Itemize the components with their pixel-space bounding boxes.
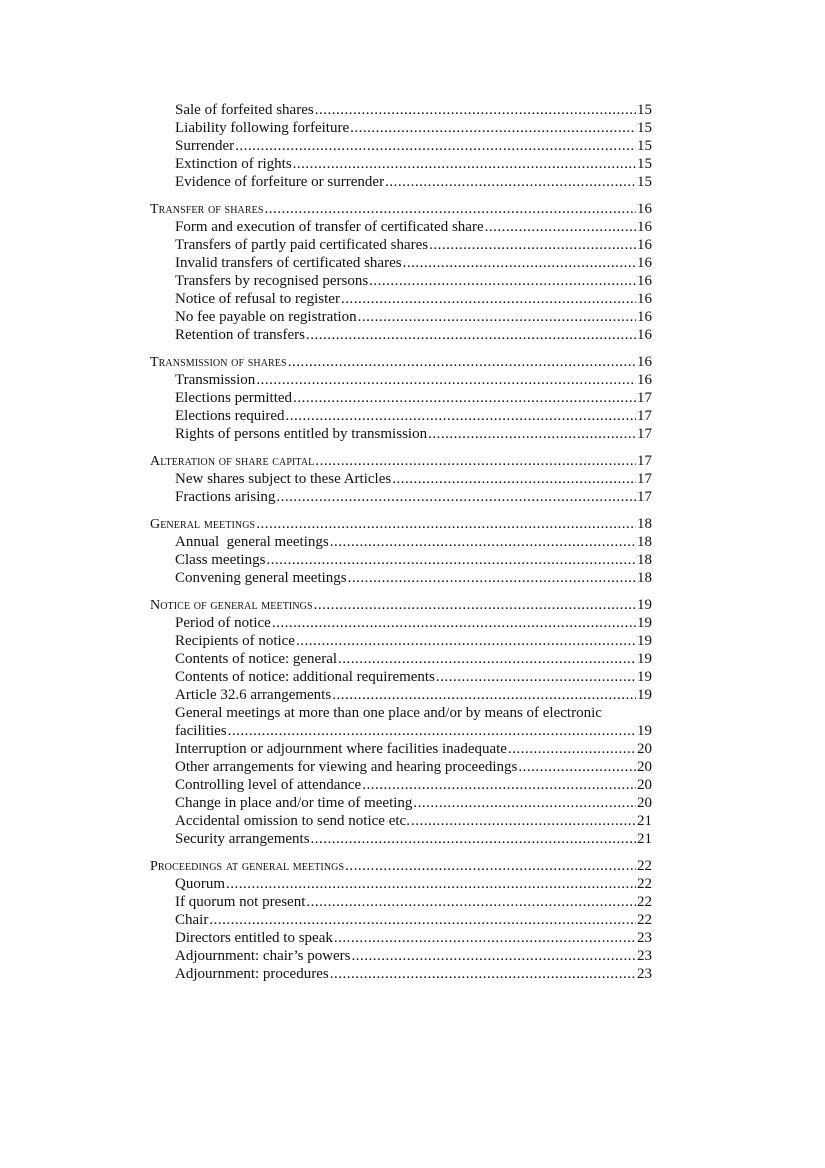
- toc-heading[interactable]: [150, 452, 652, 470]
- toc-entry-label: Transfers of partly paid certificated shares: [175, 237, 429, 253]
- toc-heading-page: 18: [637, 516, 652, 532]
- toc-entry[interactable]: [150, 947, 652, 965]
- toc-entry-page: 16: [637, 219, 652, 235]
- toc-heading-page: 17: [637, 453, 652, 469]
- toc-entry[interactable]: [150, 137, 652, 155]
- toc-entry[interactable]: [150, 488, 652, 506]
- toc-entry-page: 17: [637, 426, 652, 442]
- toc-entry-label: Form and execution of transfer of certificated share: [175, 219, 484, 235]
- toc-heading-page: 22: [637, 858, 652, 874]
- toc-entry-page: 19: [637, 615, 652, 631]
- toc-entry-label: Change in place and/or time of meeting: [175, 795, 413, 811]
- toc-entry-label: Accidental omission to send notice etc.: [175, 813, 410, 829]
- toc-heading-page: 19: [637, 597, 652, 613]
- toc-entry-label: Directors entitled to speak: [175, 930, 333, 946]
- toc-entry-label: No fee payable on registration: [175, 309, 357, 325]
- toc-entry[interactable]: [150, 155, 652, 173]
- toc-heading[interactable]: [150, 857, 652, 875]
- toc-entry[interactable]: [150, 236, 652, 254]
- toc-entry[interactable]: [150, 704, 652, 740]
- toc-entry-page: 19: [637, 669, 652, 685]
- toc-entry-page: 22: [637, 912, 652, 928]
- toc-heading-label: Transfer of shares: [150, 202, 264, 217]
- toc-heading[interactable]: [150, 596, 652, 614]
- toc-entry[interactable]: [150, 308, 652, 326]
- toc-entry-page: 19: [637, 723, 652, 739]
- toc-entry-label: Convening general meetings: [175, 570, 347, 586]
- toc-heading-label: Proceedings at general meetings: [150, 859, 345, 874]
- toc-entry[interactable]: [150, 929, 652, 947]
- toc-heading-label: General meetings: [150, 517, 256, 532]
- toc-entry-page: 17: [637, 471, 652, 487]
- toc-heading[interactable]: [150, 515, 652, 533]
- toc-entry[interactable]: [150, 830, 652, 848]
- toc-entry[interactable]: [150, 218, 652, 236]
- table-of-contents: [150, 101, 652, 992]
- toc-entry-page: 23: [637, 948, 652, 964]
- toc-entry[interactable]: [150, 371, 652, 389]
- toc-entry[interactable]: [150, 614, 652, 632]
- toc-entry[interactable]: [150, 326, 652, 344]
- toc-entry[interactable]: [150, 668, 652, 686]
- toc-entry-label: Adjournment: procedures: [175, 966, 329, 982]
- toc-entry-label: Other arrangements for viewing and hearing proceedings: [175, 759, 518, 775]
- toc-entry[interactable]: [150, 776, 652, 794]
- toc-entry-page: 16: [637, 273, 652, 289]
- toc-entry-label: Adjournment: chair’s powers: [175, 948, 351, 964]
- toc-entry-label: Interruption or adjournment where facilities inadequate: [175, 741, 507, 757]
- toc-entry-label: Quorum: [175, 876, 225, 892]
- toc-entry[interactable]: [150, 794, 652, 812]
- toc-entry-label: Contents of notice: general: [175, 651, 338, 667]
- toc-entry[interactable]: [150, 551, 652, 569]
- toc-heading-label: Alteration of share capital: [150, 454, 315, 469]
- toc-entry-label: Sale of forfeited shares: [175, 102, 314, 118]
- toc-entry-page: 16: [637, 372, 652, 388]
- toc-entry[interactable]: [150, 272, 652, 290]
- toc-entry-label: Retention of transfers: [175, 327, 305, 343]
- toc-entry[interactable]: [150, 173, 652, 191]
- toc-entry-page: 21: [637, 831, 652, 847]
- toc-entry-page: 17: [637, 408, 652, 424]
- toc-group: [150, 353, 652, 443]
- toc-entry[interactable]: [150, 965, 652, 983]
- toc-entry-page: 16: [637, 237, 652, 253]
- toc-entry-label: Transmission: [175, 372, 256, 388]
- toc-entry-page: 23: [637, 930, 652, 946]
- toc-entry-page: 15: [637, 156, 652, 172]
- toc-entry-label: New shares subject to these Articles: [175, 471, 392, 487]
- toc-entry[interactable]: [150, 686, 652, 704]
- toc-entry-page: 15: [637, 102, 652, 118]
- toc-entry[interactable]: [150, 632, 652, 650]
- toc-entry-label: Chair: [175, 912, 209, 928]
- toc-entry-label: Recipients of notice: [175, 633, 295, 649]
- toc-entry-label: Annual general meetings: [175, 534, 329, 550]
- toc-group: [150, 101, 652, 191]
- toc-entry-page: 19: [637, 651, 652, 667]
- toc-heading-label: Notice of general meetings: [150, 598, 313, 613]
- toc-entry[interactable]: [150, 650, 652, 668]
- toc-entry-page: 16: [637, 327, 652, 343]
- toc-entry[interactable]: [150, 407, 652, 425]
- toc-entry-page: 16: [637, 309, 652, 325]
- toc-entry[interactable]: [150, 533, 652, 551]
- toc-entry[interactable]: [150, 101, 652, 119]
- toc-entry-page: 17: [637, 390, 652, 406]
- toc-entry-page: 18: [637, 552, 652, 568]
- toc-entry[interactable]: [150, 290, 652, 308]
- toc-entry[interactable]: [150, 119, 652, 137]
- toc-entry-page: 15: [637, 120, 652, 136]
- toc-entry-label: Surrender: [175, 138, 235, 154]
- toc-entry[interactable]: [150, 875, 652, 893]
- toc-entry-label: Period of notice: [175, 615, 271, 631]
- toc-entry-label: Controlling level of attendance: [175, 777, 362, 793]
- toc-entry-label: Transfers by recognised persons: [175, 273, 369, 289]
- toc-group: [150, 857, 652, 983]
- toc-entry[interactable]: [150, 893, 652, 911]
- toc-entry-page: 20: [637, 759, 652, 775]
- toc-entry-page: 18: [637, 570, 652, 586]
- toc-heading-page: 16: [637, 354, 652, 370]
- toc-entry-page: 23: [637, 966, 652, 982]
- toc-entry[interactable]: [150, 569, 652, 587]
- toc-entry-label: Article 32.6 arrangements: [175, 687, 332, 703]
- toc-entry-label-continued: facilities: [175, 723, 227, 739]
- toc-entry-page: 19: [637, 633, 652, 649]
- toc-entry-label: Elections required: [175, 408, 285, 424]
- toc-entry-label: Extinction of rights: [175, 156, 292, 172]
- toc-group: [150, 200, 652, 344]
- toc-entry-page: 21: [637, 813, 652, 829]
- toc-entry-page: 22: [637, 894, 652, 910]
- toc-entry-page: 22: [637, 876, 652, 892]
- toc-entry-label: Security arrangements: [175, 831, 310, 847]
- toc-entry[interactable]: [150, 812, 652, 830]
- toc-entry-page: 15: [637, 174, 652, 190]
- toc-entry-page: 16: [637, 255, 652, 271]
- toc-entry[interactable]: [150, 389, 652, 407]
- toc-entry[interactable]: [150, 740, 652, 758]
- toc-heading-label: Transmission of shares: [150, 355, 287, 370]
- toc-group: [150, 452, 652, 506]
- toc-entry-label: Notice of refusal to register: [175, 291, 340, 307]
- toc-heading[interactable]: [150, 353, 652, 371]
- toc-entry-page: 16: [637, 291, 652, 307]
- toc-heading-page: 16: [637, 201, 652, 217]
- toc-entry-page: 20: [637, 741, 652, 757]
- toc-entry-page: 18: [637, 534, 652, 550]
- toc-entry-label: Contents of notice: additional requirements: [175, 669, 435, 685]
- toc-entry[interactable]: [150, 254, 652, 272]
- toc-entry-page: 20: [637, 777, 652, 793]
- toc-entry-label: Liability following forfeiture: [175, 120, 350, 136]
- toc-entry-page: 20: [637, 795, 652, 811]
- toc-group: [150, 515, 652, 587]
- toc-entry[interactable]: [150, 425, 652, 443]
- toc-heading[interactable]: [150, 200, 652, 218]
- toc-entry-label: Class meetings: [175, 552, 266, 568]
- toc-entry-label: Elections permitted: [175, 390, 293, 406]
- toc-entry-label: General meetings at more than one place and/or by means of electronic: [175, 705, 602, 721]
- toc-entry[interactable]: [150, 911, 652, 929]
- toc-entry-page: 15: [637, 138, 652, 154]
- toc-entry-label: Evidence of forfeiture or surrender: [175, 174, 385, 190]
- toc-entry[interactable]: [150, 470, 652, 488]
- toc-entry-label: If quorum not present: [175, 894, 306, 910]
- toc-entry-label: Rights of persons entitled by transmission: [175, 426, 428, 442]
- toc-entry[interactable]: [150, 758, 652, 776]
- toc-entry-page: 17: [637, 489, 652, 505]
- toc-entry-label: Fractions arising: [175, 489, 276, 505]
- toc-entry-page: 19: [637, 687, 652, 703]
- toc-group: [150, 596, 652, 848]
- toc-entry-label: Invalid transfers of certificated shares: [175, 255, 402, 271]
